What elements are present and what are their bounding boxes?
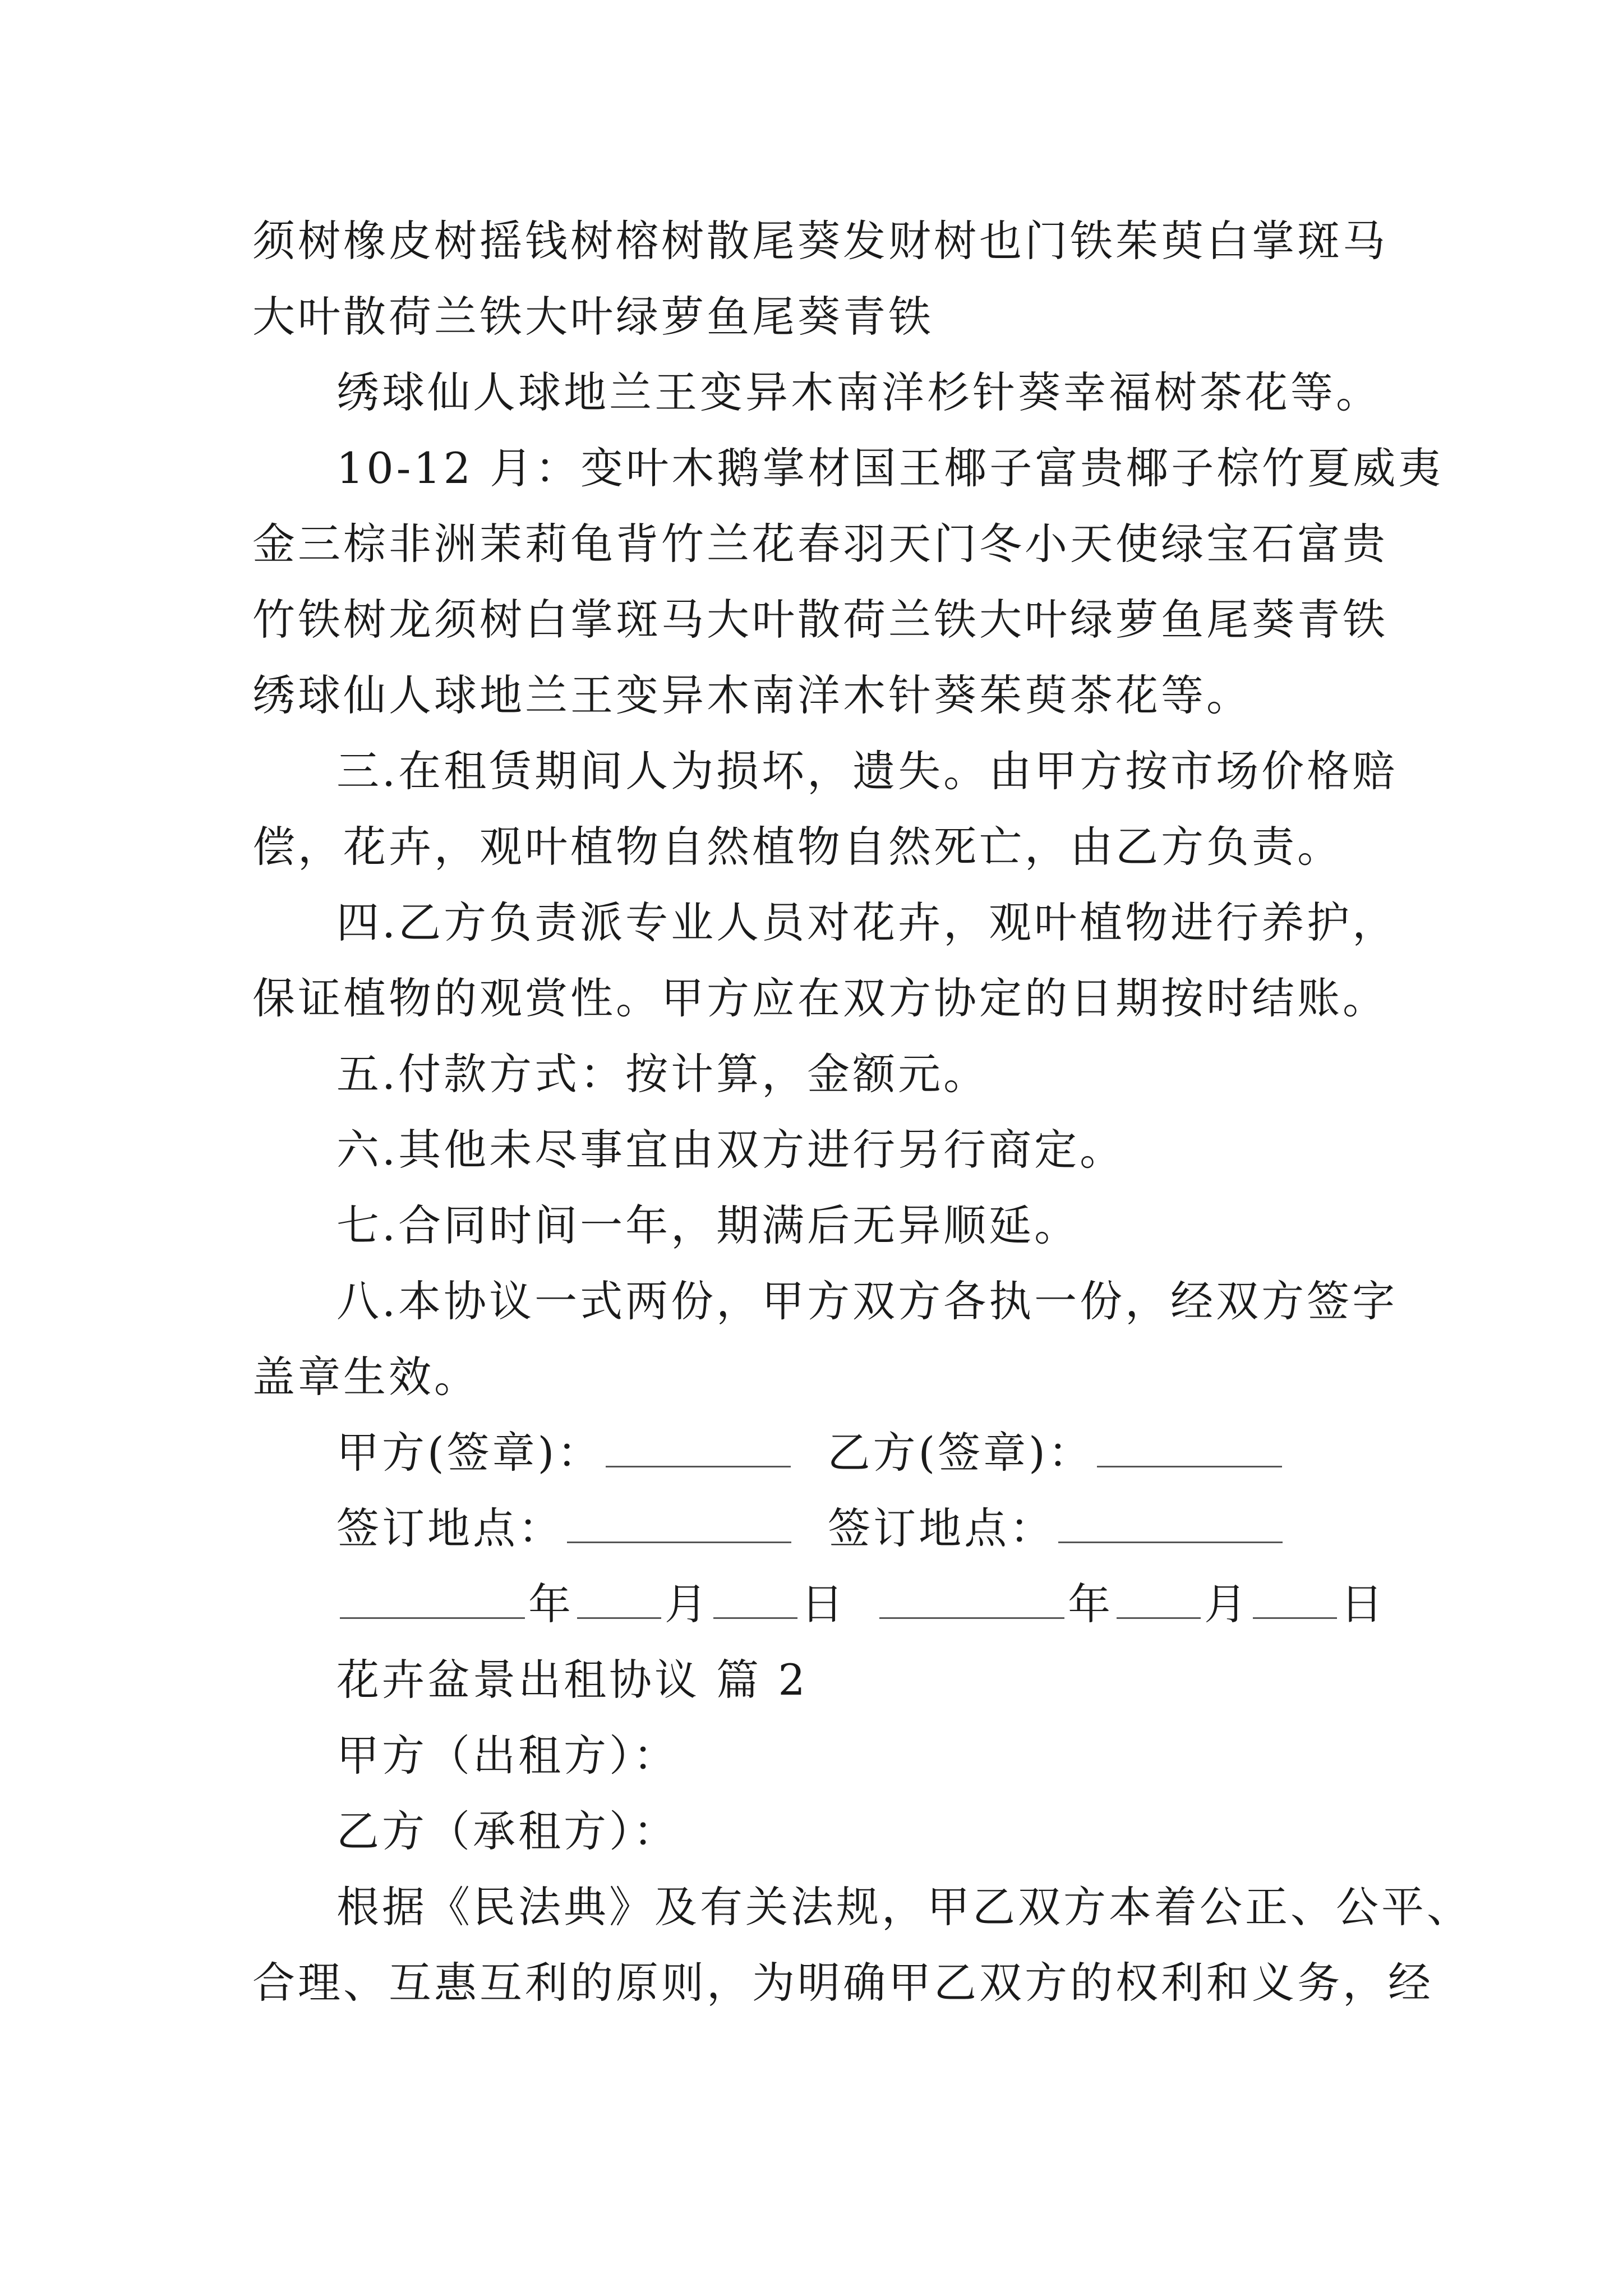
text-line-9: 偿，花卉，观叶植物自然植物自然死亡，由乙方负责。 bbox=[252, 822, 1343, 872]
text-line-14: 七.合同时间一年，期满后无异顺延。 bbox=[336, 1200, 1080, 1250]
date-b-month-field[interactable] bbox=[1117, 1581, 1201, 1619]
text-line-12: 五.付款方式：按计算，金额元。 bbox=[336, 1049, 989, 1099]
date-a-day-label: 日 bbox=[801, 1579, 846, 1629]
date-a-year-label: 年 bbox=[528, 1579, 574, 1629]
text-line-1: 须树橡皮树摇钱树榕树散尾葵发财树也门铁茱萸白掌斑马 bbox=[252, 216, 1388, 266]
date-a-year-field[interactable] bbox=[340, 1581, 525, 1619]
lessee-line: 乙方（承租方）： bbox=[336, 1806, 679, 1856]
party-a-sign-label: 甲方(签章)： bbox=[336, 1428, 603, 1478]
signature-row bbox=[336, 1426, 1285, 1480]
intro-line-2: 合理、互惠互利的原则，为明确甲乙双方的权利和义务，经 bbox=[252, 1958, 1433, 2008]
party-b-sign-field[interactable] bbox=[1097, 1430, 1282, 1467]
date-a-day-field[interactable] bbox=[713, 1581, 797, 1619]
date-b-year-label: 年 bbox=[1068, 1579, 1114, 1629]
text-line-4: 10-12 月：变叶木鹅掌材国王椰子富贵椰子棕竹夏威夷 bbox=[336, 443, 1444, 493]
section-2-title: 花卉盆景出租协议 篇 2 bbox=[336, 1655, 808, 1705]
date-a-month-label: 月 bbox=[665, 1579, 710, 1629]
place-a-label: 签订地点： bbox=[336, 1503, 564, 1553]
text-line-15: 八.本协议一式两份，甲方双方各执一份，经双方签字 bbox=[336, 1276, 1398, 1326]
text-line-16: 盖章生效。 bbox=[252, 1352, 479, 1402]
date-b-day-label: 日 bbox=[1340, 1579, 1386, 1629]
text-line-2: 大叶散荷兰铁大叶绿萝鱼尾葵青铁 bbox=[252, 292, 934, 342]
date-row bbox=[336, 1577, 1386, 1631]
party-b-sign-label: 乙方(签章)： bbox=[827, 1428, 1094, 1478]
date-a-month-field[interactable] bbox=[577, 1581, 661, 1619]
text-line-11: 保证植物的观赏性。甲方应在双方协定的日期按时结账。 bbox=[252, 973, 1388, 1023]
place-row bbox=[336, 1502, 1286, 1556]
lessor-line: 甲方（出租方）： bbox=[336, 1731, 679, 1780]
text-line-5: 金三棕非洲茉莉龟背竹兰花春羽天门冬小天使绿宝石富贵 bbox=[252, 519, 1388, 569]
place-b-field[interactable] bbox=[1058, 1506, 1283, 1543]
text-line-6: 竹铁树龙须树白掌斑马大叶散荷兰铁大叶绿萝鱼尾葵青铁 bbox=[252, 595, 1388, 645]
text-line-3: 绣球仙人球地兰王变异木南洋杉针葵幸福树茶花等。 bbox=[336, 367, 1381, 417]
text-line-8: 三.在租赁期间人为损坏，遗失。由甲方按市场价格赔 bbox=[336, 746, 1398, 796]
date-b-day-field[interactable] bbox=[1253, 1581, 1337, 1619]
text-line-13: 六.其他未尽事宜由双方进行另行商定。 bbox=[336, 1125, 1126, 1175]
place-a-field[interactable] bbox=[567, 1506, 791, 1543]
text-line-7: 绣球仙人球地兰王变异木南洋木针葵茱萸茶花等。 bbox=[252, 670, 1252, 720]
intro-line-1: 根据《民法典》及有关法规，甲乙双方本着公正、公平、 bbox=[336, 1882, 1472, 1932]
date-b-month-label: 月 bbox=[1204, 1579, 1250, 1629]
date-b-year-field[interactable] bbox=[879, 1581, 1064, 1619]
party-a-sign-field[interactable] bbox=[606, 1430, 791, 1467]
text-line-10: 四.乙方负责派专业人员对花卉，观叶植物进行养护， bbox=[336, 898, 1398, 947]
place-b-label: 签订地点： bbox=[828, 1503, 1055, 1553]
